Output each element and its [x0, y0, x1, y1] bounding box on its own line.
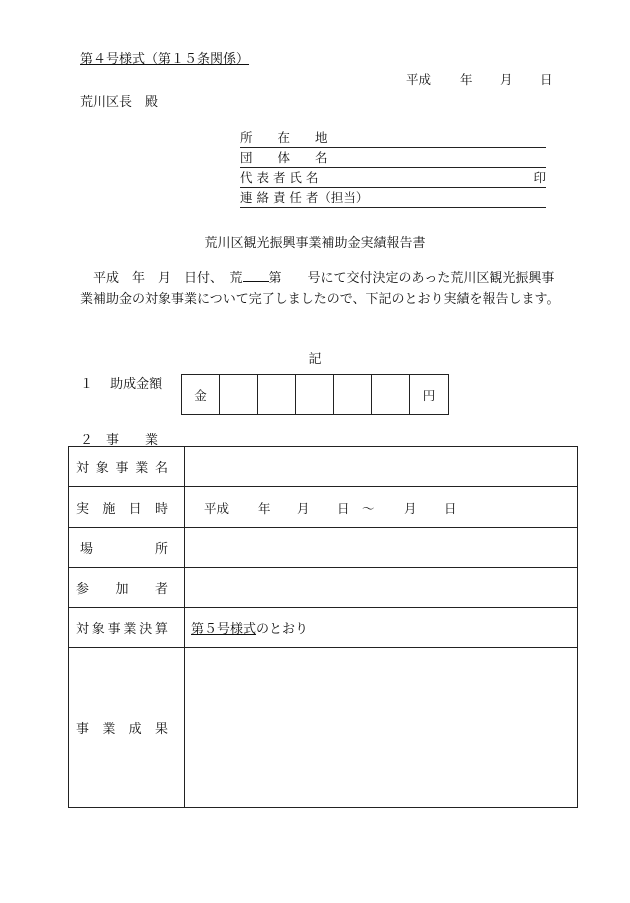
- table-row: [69, 608, 578, 648]
- date-month: 月: [500, 72, 513, 87]
- label-char: 業: [123, 622, 137, 637]
- label-char: 事: [107, 622, 121, 637]
- table-row: [69, 568, 578, 608]
- label-char: 名: [154, 461, 168, 476]
- project-name-label: [69, 447, 185, 487]
- label-char: 対: [76, 622, 90, 637]
- project-name-value[interactable]: [185, 447, 578, 487]
- amount-digit[interactable]: [258, 375, 296, 414]
- body-text-1: 平成 年 月 日付、 荒: [80, 271, 243, 286]
- body-text-2: 第 号にて交付決定のあった荒川区観光振興事業補助金の対象事業について完了しましたので、下記のとおり実績を報告します。: [80, 271, 560, 307]
- table-row: [69, 528, 578, 568]
- label-char: 対: [76, 461, 90, 476]
- date-value-year: 年: [258, 501, 271, 516]
- label-char: 参: [76, 582, 90, 597]
- contact-row: [240, 188, 546, 208]
- amount-suffix: 円: [422, 387, 436, 403]
- label-char: 日: [128, 501, 142, 517]
- label-char: 果: [154, 722, 168, 737]
- project-table: [68, 446, 578, 808]
- label-char: 算: [154, 622, 168, 637]
- label-char: 事: [76, 722, 90, 737]
- place-value[interactable]: [185, 528, 578, 568]
- report-body: [80, 268, 560, 310]
- label-char: 加: [115, 582, 129, 597]
- amount-box: [181, 374, 449, 415]
- document-number-blank: [243, 269, 269, 282]
- label-char: 場: [80, 542, 94, 557]
- section-2-label: ２ 事 業: [80, 433, 159, 448]
- label-char: 施: [102, 501, 116, 517]
- date-era: 平成: [406, 72, 432, 87]
- results-value[interactable]: [185, 648, 578, 808]
- date-label: [69, 487, 185, 528]
- label-char: 決: [139, 622, 153, 637]
- group-row: [240, 148, 546, 168]
- date-year: 年: [460, 72, 473, 87]
- amount-digit[interactable]: [220, 375, 258, 414]
- date-value-tilde: ～: [362, 501, 375, 516]
- date-value-day2: 日: [444, 501, 457, 516]
- label-char: 象: [91, 622, 105, 637]
- contact-label: 連 絡 責 任 者（担当）: [240, 190, 369, 205]
- date-value-month2: 月: [404, 501, 417, 516]
- ki-heading: 記: [308, 352, 322, 367]
- date-day: 日: [540, 72, 553, 87]
- date-value-day: 日: [337, 501, 350, 516]
- label-char: 業: [102, 722, 116, 737]
- amount-digit[interactable]: [372, 375, 410, 414]
- form5-reference: 第５号様式: [191, 622, 257, 637]
- section-1-label: １ 助成金額: [80, 377, 163, 392]
- date-value-month: 月: [297, 501, 310, 516]
- label-char: 事: [115, 461, 129, 476]
- date-value-era: 平成: [204, 501, 230, 516]
- settlement-value: [185, 608, 578, 648]
- participants-value[interactable]: [185, 568, 578, 608]
- settlement-label: [69, 608, 185, 648]
- results-label: [69, 648, 185, 808]
- address-row: [240, 128, 546, 148]
- label-char: 成: [128, 722, 142, 737]
- label-char: 象: [95, 461, 109, 476]
- label-char: 時: [154, 501, 168, 517]
- label-char: 実: [76, 501, 90, 517]
- seal-mark: 印: [533, 170, 546, 185]
- address-label: 所 在 地: [240, 130, 328, 145]
- amount-digit[interactable]: [296, 375, 334, 414]
- representative-label: 代 表 者 氏 名: [240, 170, 319, 185]
- table-row: [69, 487, 578, 528]
- participants-label: [69, 568, 185, 608]
- report-title: 荒川区観光振興事業補助金実績報告書: [204, 236, 426, 251]
- label-char: 所: [154, 542, 168, 557]
- representative-row: [240, 168, 546, 188]
- group-label: 団 体 名: [240, 150, 328, 165]
- table-row: [69, 447, 578, 487]
- date-value[interactable]: [185, 487, 578, 528]
- addressee: 荒川区長 殿: [80, 95, 159, 110]
- place-label: [69, 528, 185, 568]
- form-number: 第４号様式（第１５条関係）: [80, 52, 250, 67]
- label-char: 者: [154, 582, 168, 597]
- label-char: 業: [135, 461, 149, 476]
- table-row: [69, 648, 578, 808]
- amount-digit[interactable]: [334, 375, 372, 414]
- settlement-rest: のとおり: [256, 622, 309, 637]
- amount-prefix: 金: [182, 375, 220, 414]
